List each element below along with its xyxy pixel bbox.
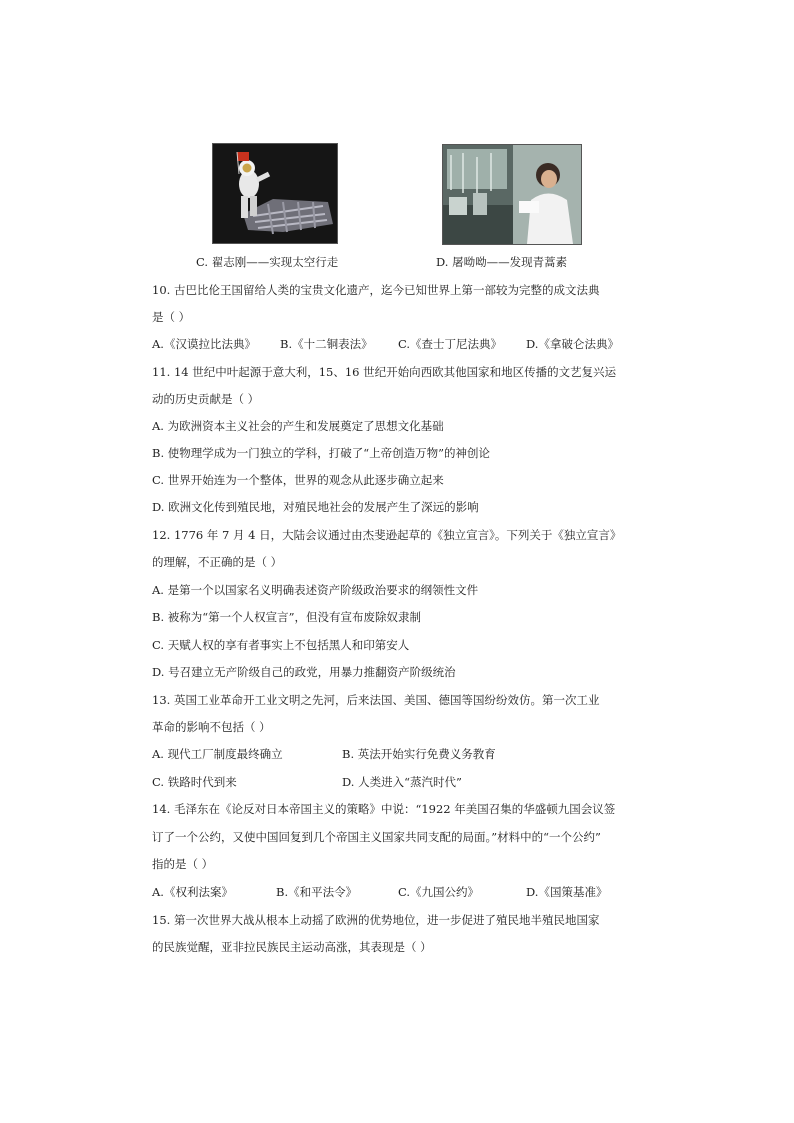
q13-option-c: C. 铁路时代到来 (152, 775, 237, 789)
q11-option-a: A. 为欧洲资本主义社会的产生和发展奠定了思想文化基础 (152, 419, 444, 433)
q12-stem-line1: 12. 1776 年 7 月 4 日，大陆会议通过由杰斐逊起草的《独立宣言》。下列关于《独立宣言》 (152, 528, 622, 542)
q11-stem-line2: 动的历史贡献是（ ） (152, 392, 260, 406)
q14-stem-line3: 指的是（ ） (152, 857, 214, 871)
q10-option-b: B.《十二铜表法》 (280, 337, 373, 351)
image-c-caption: C. 翟志刚——实现太空行走 (196, 255, 339, 269)
q13-option-b: B. 英法开始实行免费义务教育 (342, 747, 496, 761)
q15-stem-line2: 的民族觉醒，亚非拉民族民主运动高涨，其表现是（ ） (152, 940, 432, 954)
spacewalk-photo (212, 143, 338, 244)
q14-stem-line2: 订了一个公约，又使中国回复到几个帝国主义国家共同支配的局面。”材料中的“一个公约” (152, 830, 601, 844)
q14-stem-line1: 14. 毛泽东在《论反对日本帝国主义的策略》中说：“1922 年美国召集的华盛顿九国会议签 (152, 802, 616, 816)
q13-option-d: D. 人类进入“蒸汽时代” (342, 775, 462, 789)
q10-stem-line1: 10. 古巴比伦王国留给人类的宝贵文化遗产，迄今已知世界上第一部较为完整的成文法典 (152, 283, 600, 297)
q12-stem-line2: 的理解，不正确的是（ ） (152, 555, 283, 569)
q13-stem-line1: 13. 英国工业革命开工业文明之先河，后来法国、美国、德国等国纷纷效仿。第一次工业 (152, 693, 600, 707)
q11-option-d: D. 欧洲文化传到殖民地，对殖民地社会的发展产生了深远的影响 (152, 500, 479, 514)
q13-option-a: A. 现代工厂制度最终确立 (152, 747, 283, 761)
q14-option-c: C.《九国公约》 (398, 885, 480, 899)
q12-option-a: A. 是第一个以国家名义明确表述资产阶级政治要求的纲领性文件 (152, 583, 479, 597)
q12-option-d: D. 号召建立无产阶级自己的政党，用暴力推翻资产阶级统治 (152, 665, 456, 679)
q12-option-b: B. 被称为“第一个人权宣言”，但没有宣布废除奴隶制 (152, 610, 422, 624)
q13-stem-line2: 革命的影响不包括（ ） (152, 720, 271, 734)
q10-option-a: A.《汉谟拉比法典》 (152, 337, 256, 351)
q10-option-c: C.《查士丁尼法典》 (398, 337, 503, 351)
q11-option-b: B. 使物理学成为一门独立的学科，打破了“上帝创造万物”的神创论 (152, 446, 491, 460)
q10-stem-line2: 是（ ） (152, 310, 191, 324)
q14-option-a: A.《权利法案》 (152, 885, 233, 899)
q11-stem-line1: 11. 14 世纪中叶起源于意大利，15、16 世纪开始向西欧其他国家和地区传播的文艺复兴运 (152, 365, 617, 379)
q11-option-c: C. 世界开始连为一个整体，世界的观念从此逐步确立起来 (152, 473, 444, 487)
q15-stem-line1: 15. 第一次世界大战从根本上动摇了欧洲的优势地位，进一步促进了殖民地半殖民地国家 (152, 913, 600, 927)
image-d-caption: D. 屠呦呦——发现青蒿素 (436, 255, 568, 269)
q12-option-c: C. 天赋人权的享有者事实上不包括黑人和印第安人 (152, 638, 410, 652)
q10-option-d: D.《拿破仑法典》 (526, 337, 619, 351)
q14-option-b: B.《和平法令》 (276, 885, 358, 899)
q14-option-d: D.《国策基准》 (526, 885, 608, 899)
lab-scientist-photo (442, 144, 582, 245)
